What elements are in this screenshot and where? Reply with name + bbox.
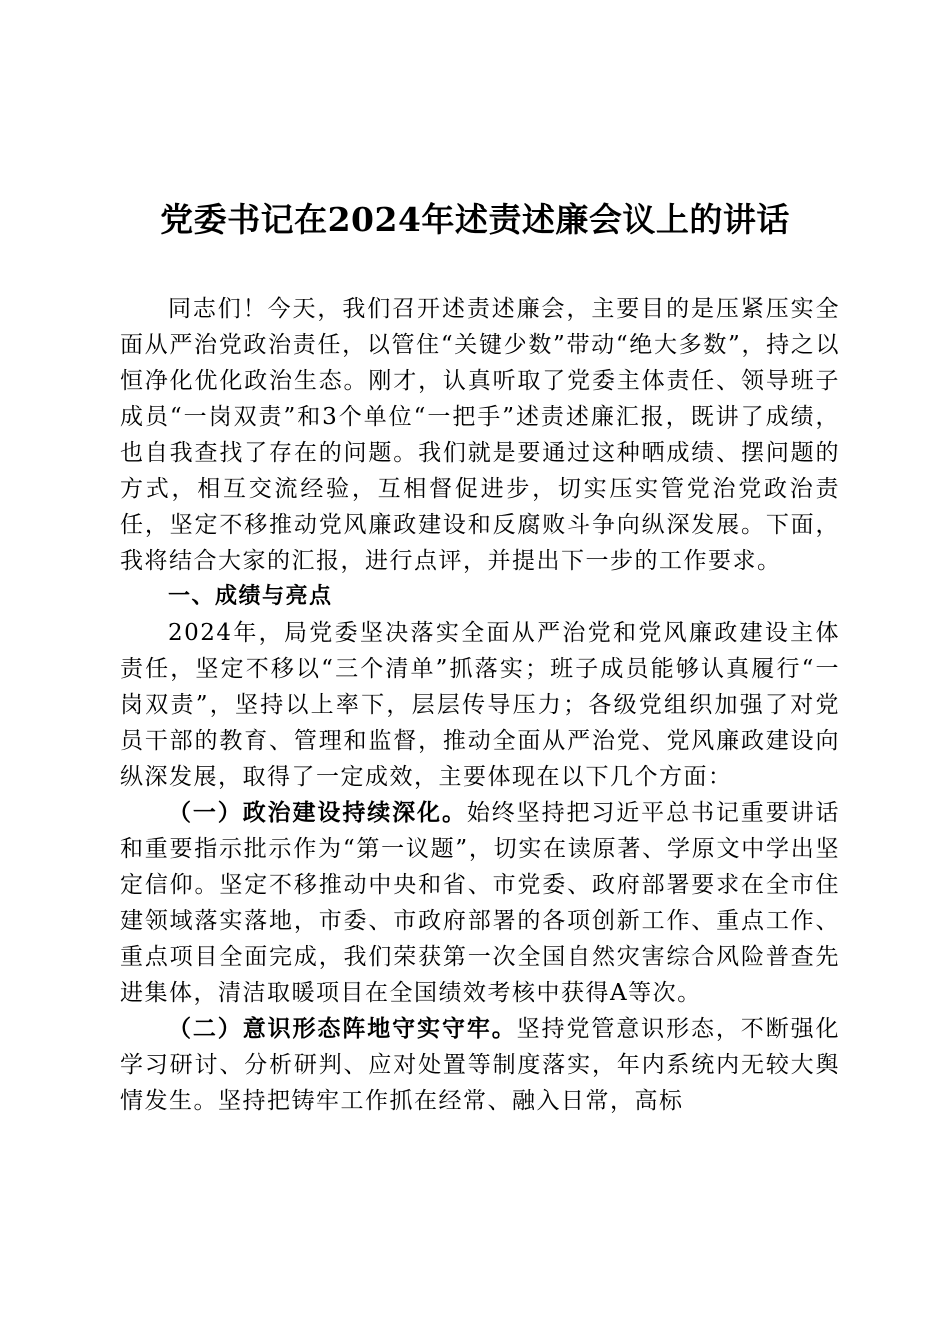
opening-paragraph [120, 291, 840, 579]
paragraph-text: 2024年，局党委坚决落实全面从严治党和党风廉政建设主体责任，坚定不移以“三个清单”抓落实；班子成员能够认真履行“一岗双责”，坚持以上率下，层层传导压力；各级党组织加强了对党员干部的教育、管理和监督，推动全面从严治党、党风廉政建设向纵深发展，取得了一定成效，主要体现在以下几个方面： [120, 620, 840, 790]
paragraph-lead: （二）意识形态阵地守实守牢。 [168, 1015, 517, 1042]
achievements-intro-paragraph [120, 615, 840, 795]
political-building-paragraph [120, 795, 840, 1011]
paragraph-text: 始终坚持把习近平总书记重要讲话和重要指示批示作为“第一议题”，切实在读原著、学原文中学出坚定信仰。坚定不移推动中央和省、市党委、政府部署要求在全市住建领域落实落地，市委、市政府部署的各项创新工作、重点工作、重点项目全面完成，我们荣获第一次全国自然灾害综合风险普查先进集体，清洁取暖项目在全国绩效考核中获得A等次。 [120, 800, 841, 1006]
paragraph-text: 坚持党管意识形态，不断强化学习研讨、分析研判、应对处置等制度落实，年内系统内无较大舆情发生。坚持把铸牢工作抓在经常、融入日常，高标 [120, 1016, 841, 1114]
paragraph-text: 同志们！今天，我们召开述责述廉会，主要目的是压紧压实全面从严治党政治责任，以管住“关键少数”带动“绝大多数”，持之以恒净化优化政治生态。刚才，认真听取了党委主体责任、领导班子成员“一岗双责”和3个单位“一把手”述责述廉汇报，既讲了成绩，也自我查找了存在的问题。我们就是要通过这种晒成绩、摆问题的方式，相互交流经验，互相督促进步，切实压实管党治党政治责任，坚定不移推动党风廉政建设和反腐败斗争向纵深发展。下面，我将结合大家的汇报，进行点评，并提出下一步的工作要求。 [120, 296, 840, 574]
document-body [120, 291, 840, 1119]
paragraph-lead: （一）政治建设持续深化。 [168, 799, 467, 826]
ideology-paragraph [120, 1011, 840, 1119]
document-title: 党委书记在2024年述责述廉会议上的讲话 [160, 200, 790, 239]
section-heading: 一、成绩与亮点 [168, 584, 333, 609]
